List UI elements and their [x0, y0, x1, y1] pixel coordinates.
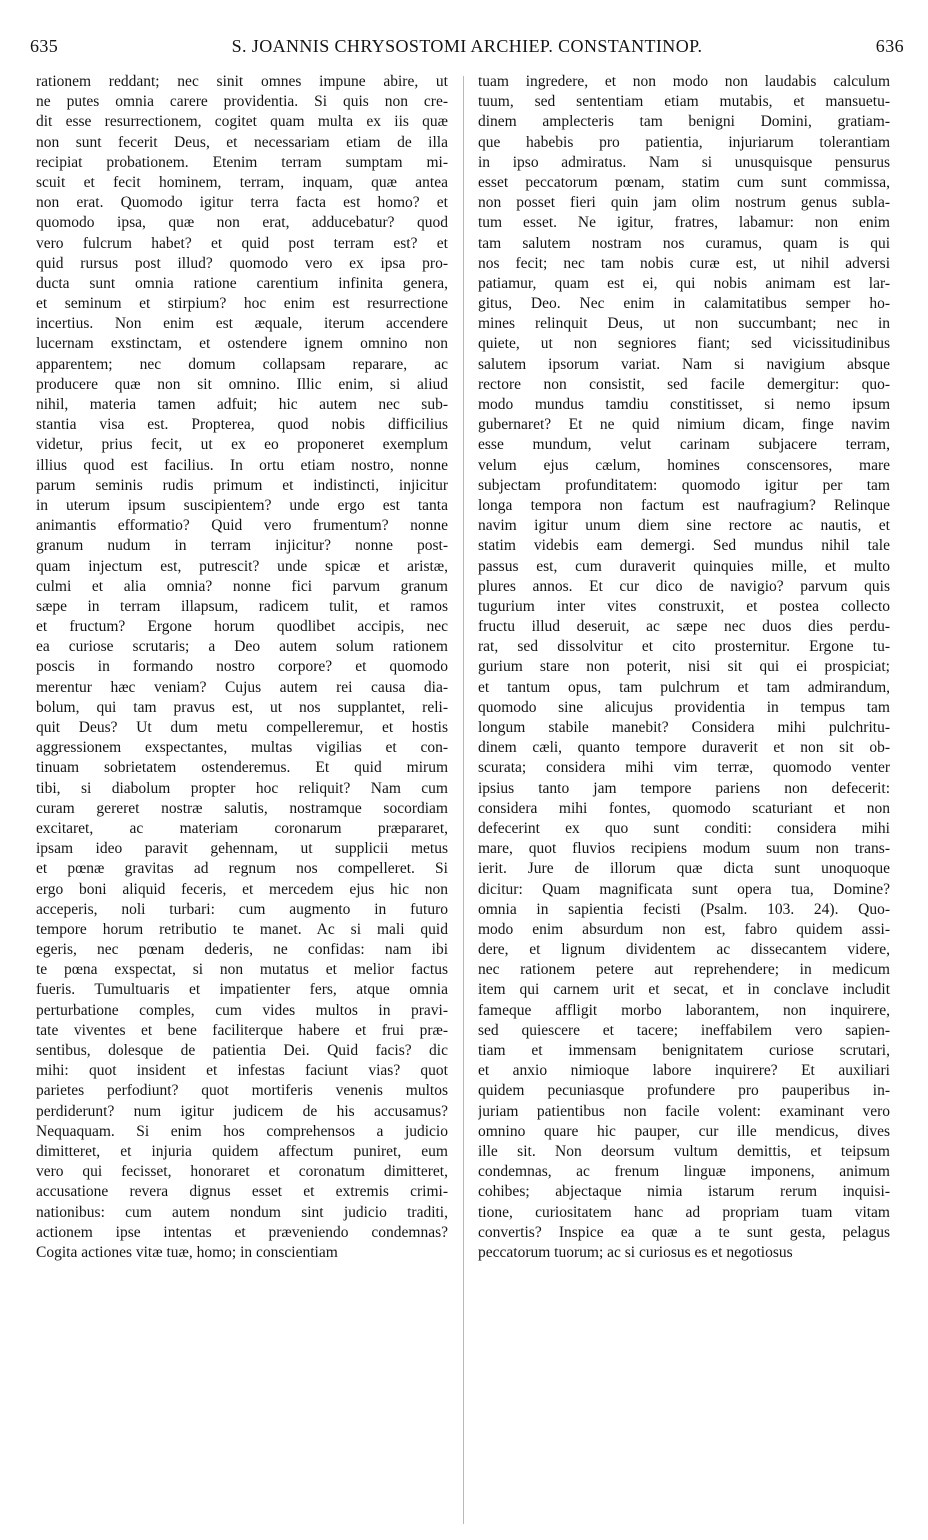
text-line: et anxio nimioque labore inquirere? Et auxiliari: [478, 1062, 890, 1080]
text-line: non erat. Quomodo igitur terra facta est homo? et: [36, 194, 448, 212]
text-line: sentibus, dolesque de patientia Dei. Quid facis? dic: [36, 1042, 448, 1059]
text-line: cohibes; abjectaque nimia istarum rerum inquisi-: [478, 1183, 890, 1201]
text-line: scurata; considera mihi vim terræ, quomodo venter: [478, 759, 890, 777]
text-line: mihi: quot insident et infestas faciunt vias? quot: [36, 1062, 448, 1080]
running-header: [30, 36, 904, 66]
text-line: Cogita actiones vitæ tuæ, homo; in conscientiam: [36, 1243, 338, 1261]
text-line: item qui carnem urit et secat, et in conclave includit: [478, 981, 890, 999]
text-line: nihil, materia tamen adfuit; hic autem nec sub-: [36, 396, 448, 413]
text-line: ergo boni aliquid feceris, et mercedem ejus hic non: [36, 880, 448, 898]
text-line: peccatorum tuorum; ac si curiosus es et negotiosus: [478, 1243, 793, 1261]
text-line: granum nudum in terram injicitur? nonne post-: [36, 537, 448, 555]
right-text-column: [478, 72, 890, 1263]
text-line: apparentem; nec domum collapsam reparare, ac: [36, 355, 448, 373]
text-line: in uterum ipsum suscipientem? unde ergo est tanta: [36, 496, 448, 514]
text-line: vero fulcrum habet? et quid post terram est? et: [36, 234, 448, 252]
text-line: parietes perfodiunt? quot mortiferis venenis multos: [36, 1082, 448, 1100]
text-line: non posset fieri quin jam olim nostrum genus subla-: [478, 194, 890, 212]
left-text-column: [36, 72, 448, 1263]
text-line: esset peccatorum pœnam, statim cum sunt commissa,: [478, 173, 890, 191]
text-line: et fructum? Ergone horum quodlibet accipis, nec: [36, 618, 448, 636]
text-line: dimitteret, et injuria quidem affectum puniret, eum: [36, 1142, 448, 1160]
text-line: illius quod est facilius. In ortu etiam nostro, nonne: [36, 456, 448, 474]
text-line: salutem ipsorum variat. Nam si navigium absque: [478, 355, 890, 373]
text-line: te pœna exspectat, si non mutatus et melior factus: [36, 961, 448, 979]
running-title: S. JOANNIS CHRYSOSTOMI ARCHIEP. CONSTANTINOP.: [231, 36, 703, 56]
text-line: non sunt fecerit Deus, et necessariam etiam de illa: [36, 133, 448, 151]
text-line: sæpe in terram illapsum, radicem tulit, et ramos: [36, 597, 448, 615]
text-line: excitaret, ac materiam coronarum præpararet,: [36, 819, 448, 837]
text-line: et pœnæ gravitas ad regnum nos compelleret. Si: [36, 860, 448, 878]
text-line: fueris. Tumultuaris et impatienter fers, atque omnia: [36, 981, 448, 999]
text-line: gubernaret? Et ne quid nimium dicam, finge navim: [478, 416, 890, 434]
text-line: dit esse resurrectionem, cogitet quam multa ex iis quæ: [36, 113, 448, 131]
text-line: tate viventes et bene faciliterque habere et frui præ-: [36, 1021, 448, 1039]
text-line: omnia in sapientia fecisti (Psalm. 103. 24). Quo-: [478, 900, 890, 918]
text-line: fameque affligit morbo laborantem, non inquirere,: [478, 1001, 890, 1019]
text-line: parum seminis rudis primum et indistincti, injicitur: [36, 476, 448, 494]
text-line: quit Deus? Ut dum metu compelleremur, et hostis: [36, 719, 448, 736]
text-line: velum ejus cælum, homines conscensores, mare: [478, 456, 890, 474]
text-line: perturbatione comples, cum vides multos in pravi-: [36, 1001, 448, 1019]
text-line: dinem amplecteris tam benigni Domini, gratiam-: [478, 113, 890, 131]
text-line: sed quiescere et tacere; ineffabilem vero sapien-: [478, 1021, 890, 1039]
text-line: quidem pecuniasque profundere pro pauperibus in-: [478, 1082, 890, 1100]
text-line: convertis? Inspice ea quæ a te sunt gesta, pelagus: [478, 1223, 890, 1241]
text-line: recipiat probationem. Etenim terram sumptam mi-: [36, 153, 448, 171]
text-line: que habebis pro patientia, injuriarum tolerantiam: [478, 133, 890, 151]
page-number-right: 636: [875, 36, 904, 56]
page-number-left: 635: [30, 36, 59, 56]
text-line: mines relinquit Deus, ut non succumbant; nec in: [478, 315, 890, 333]
text-line: tugurium inter vites construxit, et postea collecto: [478, 597, 890, 615]
text-line: statim videbis eam demergi. Sed mundus nihil tale: [478, 537, 890, 555]
text-line: animantis efformatio? Quid vero frumentum? nonne: [36, 517, 448, 535]
text-line: stantia visa est. Propterea, quod nobis difficilius: [36, 416, 448, 434]
text-line: fructu illud deseruit, ac sæpe nec duos dies perdu-: [478, 618, 890, 636]
text-line: culmi et alia omnia? nonne fici parvum granum: [36, 577, 448, 595]
text-line: gurium stare non poterit, nisi sit qui ei prospiciat;: [478, 658, 890, 676]
text-line: ille sit. Non deorsum vultum demittis, et teipsum: [478, 1142, 890, 1160]
text-line: perdiderunt? num igitur judicem de his accusamus?: [36, 1102, 448, 1120]
text-line: gitus, Deo. Nec enim in calamitatibus semper ho-: [478, 295, 890, 313]
text-line: Nequaquam. Si enim hos comprehensos a judicio: [36, 1122, 448, 1140]
text-line: videtur, prius fecit, ut ex eo proponeret exemplum: [36, 436, 448, 454]
text-line: poscis in formando nostro corpore? et quomodo: [36, 658, 448, 676]
text-line: considera mihi fontes, quomodo scaturiant et non: [478, 799, 890, 817]
text-line: quid rursus post illud? quomodo vero ex ipsa pro-: [36, 254, 448, 272]
text-line: accusatione revera dignus esset et extremis crimi-: [36, 1183, 448, 1201]
text-line: navim igitur unum diem sine rectore ac nautis, et: [478, 517, 890, 535]
text-line: aggressionem exspectantes, multas vigilias et con-: [36, 739, 448, 757]
text-line: rationem reddant; nec sinit omnes impune abire, ut: [36, 73, 448, 90]
text-line: tuum, sed sententiam etiam mutabis, et mansuetu-: [478, 93, 890, 111]
text-line: dinem cæli, quanto tempore duraverit et non sit ob-: [478, 739, 890, 757]
text-line: passus est, cum duraverit quinquies mille, et multo: [478, 557, 890, 575]
text-line: ipsius tanto jam tempore pariens non defecerit:: [478, 779, 890, 797]
text-line: tuam ingredere, et non modo non laudabis calculum: [478, 73, 890, 90]
text-line: nationibus: cum autem nondum sint judicio traditi,: [36, 1203, 448, 1221]
text-line: tiam et immensam benignitatem curiose scrutari,: [478, 1042, 890, 1059]
text-line: acceperis, noli turbari: cum augmento in futuro: [36, 900, 448, 918]
text-line: quomodo ipsa, quæ non erat, adducebatur? quod: [36, 214, 448, 232]
text-line: tempore horum retributio te manet. Ac si mali quid: [36, 920, 448, 938]
text-line: patiamur, quam est ei, qui nobis animam est lar-: [478, 274, 890, 292]
text-line: modo enim absurdum non est, fabro quidem assi-: [478, 920, 890, 938]
text-line: merentur hæc veniam? Cujus autem rei causa dia-: [36, 678, 448, 696]
text-line: ierit. Jure de illorum quæ dicta sunt unoquoque: [478, 860, 890, 878]
text-line: longum stabile manebit? Considera mihi pulchritu-: [478, 719, 890, 736]
text-line: actionem ipse intentas et præveniendo condemnas?: [36, 1223, 448, 1241]
text-line: ne putes omnia carere providentia. Si quis non cre-: [36, 93, 448, 111]
text-line: ipsam ideo paravit gehennam, ut supplicii metus: [36, 840, 448, 858]
text-line: producere quæ non sit omnino. Illic enim, si aliud: [36, 375, 448, 393]
text-line: tum esset. Ne igitur, fratres, labamur: non enim: [478, 214, 890, 232]
text-line: tam salutem nostram nos curamus, quam is qui: [478, 234, 890, 252]
text-line: quam injectum est, putrescit? unde spicæ et aristæ,: [36, 557, 448, 575]
text-line: condemnas, ac frenum linguæ imponens, animum: [478, 1163, 890, 1181]
text-line: modo mundus tamdiu constitisset, si nemo ipsum: [478, 396, 890, 413]
text-line: tione, curiositatem hanc ad propriam tuam vitam: [478, 1203, 890, 1221]
text-line: longa tempora non factum est naufragium? Relinque: [478, 496, 890, 514]
text-line: dicitur: Quam magnificata sunt opera tua, Domine?: [478, 880, 890, 898]
text-line: ducta sunt omnia ratione carentium infinita genera,: [36, 274, 448, 292]
text-line: dere, et lignum dividentem ac dissecantem videre,: [478, 941, 890, 959]
column-divider: [463, 76, 464, 1524]
text-line: quiete, ut non segniores fiant; sed vicissitudinibus: [478, 335, 890, 353]
text-line: tinuam sobrietatem ostenderemus. Et quid mirum: [36, 759, 448, 777]
text-line: mare, quot fluvios recipiens modum suum non trans-: [478, 840, 890, 858]
text-line: curam gereret nostræ salutis, nostramque socordiam: [36, 799, 448, 817]
text-line: nec rationem petere aut reprehendere; in medicum: [478, 961, 890, 979]
text-line: nos fecit; nec tam nobis curæ est, ut nihil adversi: [478, 254, 890, 272]
text-line: subjectam profunditatem: quomodo igitur per tam: [478, 476, 890, 494]
text-line: omnino quare hic pauper, cur ille mendicus, dives: [478, 1122, 890, 1140]
text-line: rectore non consistit, sed facile demergitur: quo-: [478, 375, 890, 393]
text-line: defecerint ex quo sunt conditi: considera mihi: [478, 819, 890, 837]
text-line: plures annos. Et cur dico de navigio? parvum quis: [478, 577, 890, 595]
text-line: quomodo sine alicujus providentia in tempus tam: [478, 698, 890, 716]
text-line: lucernam exstinctam, et ostendere ignem omnino non: [36, 335, 448, 353]
text-line: tibi, si diabolum propter hoc reliquit? Nam cum: [36, 779, 448, 797]
text-line: vero qui fecisset, honoraret et coronatum dimitteret,: [36, 1163, 448, 1181]
text-line: incertius. Non enim est æquale, iterum accendere: [36, 315, 448, 333]
text-line: scuit et fecit hominem, terram, inquam, quæ antea: [36, 173, 448, 191]
text-line: esse mundum, velut carinam subjacere terram,: [478, 436, 890, 454]
text-line: et seminum et stirpium? hoc enim est resurrectione: [36, 295, 448, 313]
text-line: bolum, qui tam pravus est, ut nos supplantet, reli-: [36, 698, 448, 716]
text-line: in ipso admiratus. Nam si unusquisque pensurus: [478, 153, 890, 171]
text-line: rat, sed dissolvitur et cito prosternitur. Ergone tu-: [478, 638, 890, 656]
text-line: egeris, nec pœnam dederis, ne confidas: nam ibi: [36, 941, 448, 959]
text-line: juriam patientibus non facile volent: examinant vero: [478, 1102, 890, 1120]
text-line: ea curiose scrutaris; a Deo autem solum rationem: [36, 638, 448, 656]
text-line: et tantum opus, tam pulchrum et tam admirandum,: [478, 678, 890, 696]
